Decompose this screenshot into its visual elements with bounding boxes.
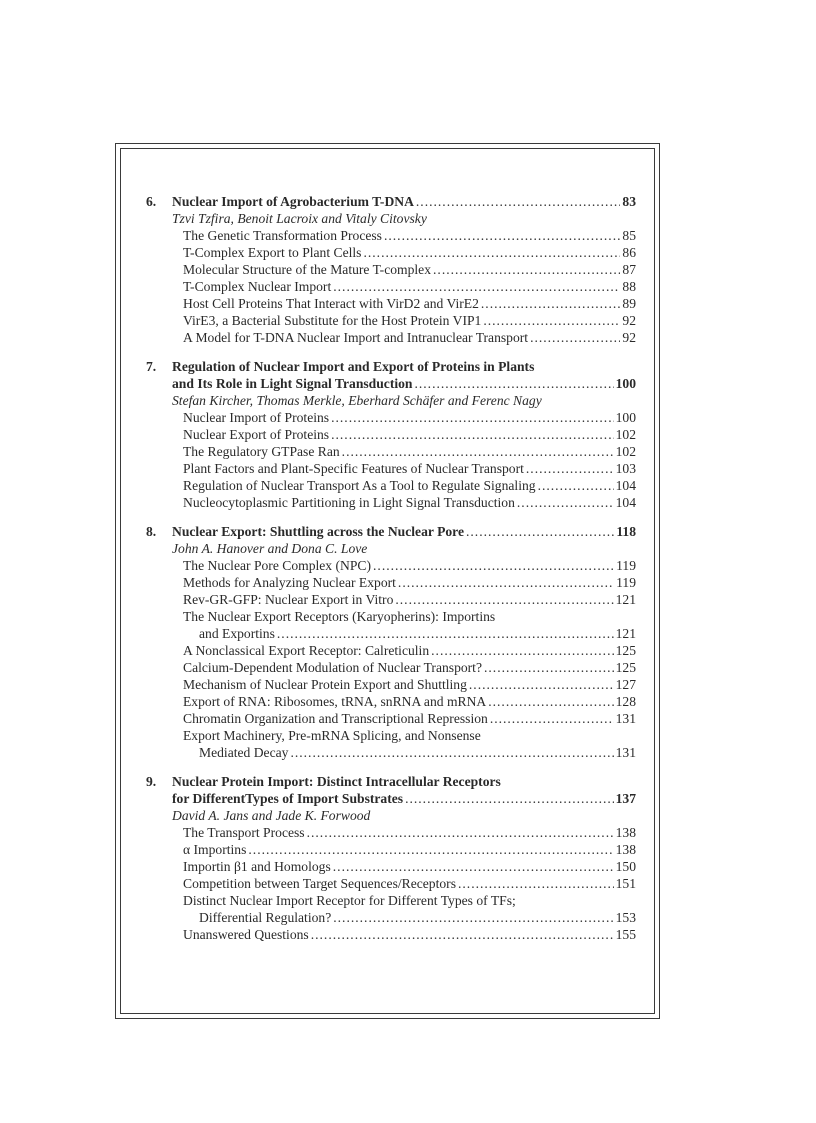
leader-dots	[384, 227, 620, 244]
entry-title: Chromatin Organization and Transcriptional Repression	[183, 711, 488, 726]
chapter-title: Nuclear Protein Import: Distinct Intracellular Receptors	[172, 774, 501, 789]
entry-title-line2: and Exportins	[199, 626, 275, 641]
entry-title: Export of RNA: Ribosomes, tRNA, snRNA and mRNA	[183, 694, 487, 709]
entry-page: 155	[615, 927, 636, 942]
toc-entry[interactable]	[146, 693, 636, 710]
chapter-number: 9.	[146, 774, 157, 789]
toc-entry[interactable]	[146, 261, 636, 278]
entry-title: The Transport Process	[183, 825, 305, 840]
entry-page: 104	[615, 495, 636, 510]
toc-entry[interactable]	[146, 926, 636, 943]
toc-entry-wrapped[interactable]	[146, 892, 636, 909]
entry-page: 128	[615, 694, 636, 709]
leader-dots	[458, 875, 614, 892]
entry-page: 151	[615, 876, 636, 891]
toc-entry[interactable]	[146, 591, 636, 608]
entry-title: Molecular Structure of the Mature T-complex	[183, 262, 432, 277]
entry-page: 88	[622, 279, 636, 294]
leader-dots	[333, 909, 613, 926]
entry-page: 131	[615, 745, 636, 760]
toc-entry-continued[interactable]	[146, 744, 636, 761]
toc-entry[interactable]	[146, 244, 636, 261]
chapter-authors: Tzvi Tzfira, Benoit Lacroix and Vitaly Citovsky	[172, 211, 427, 226]
toc-entry[interactable]	[146, 227, 636, 244]
leader-dots	[333, 858, 614, 875]
entry-page: 87	[622, 262, 636, 277]
leader-dots	[469, 676, 614, 693]
chapter-authors: John A. Hanover and Dona C. Love	[172, 541, 368, 556]
toc-entry[interactable]	[146, 312, 636, 329]
leader-dots	[277, 625, 614, 642]
entry-page: 153	[615, 910, 636, 925]
leader-dots	[517, 494, 614, 511]
chapter-6	[146, 193, 636, 346]
entry-page: 138	[615, 842, 636, 857]
entry-page: 119	[616, 558, 636, 573]
leader-dots	[416, 193, 621, 210]
leader-dots	[481, 295, 621, 312]
entry-page: 127	[615, 677, 636, 692]
leader-dots	[483, 312, 620, 329]
leader-dots	[431, 642, 613, 659]
leader-dots	[290, 744, 613, 761]
chapter-page: 137	[615, 791, 636, 806]
entry-page: 102	[615, 427, 636, 442]
entry-page: 92	[622, 330, 636, 345]
leader-dots	[538, 477, 614, 494]
entry-title: Competition between Target Sequences/Receptors	[183, 876, 456, 891]
entry-page: 86	[622, 245, 636, 260]
entry-page: 119	[616, 575, 636, 590]
chapter-page: 83	[622, 194, 636, 209]
entry-page: 102	[615, 444, 636, 459]
entry-title: Host Cell Proteins That Interact with VirD2 and VirE2	[183, 296, 479, 311]
toc-entry[interactable]	[146, 409, 636, 426]
entry-title: Nuclear Import of Proteins	[183, 410, 330, 425]
chapter-number: 7.	[146, 359, 157, 374]
toc-entry[interactable]	[146, 295, 636, 312]
toc-entry[interactable]	[146, 494, 636, 511]
chapter-title: Nuclear Export: Shuttling across the Nuclear Pore	[172, 524, 464, 539]
leader-dots	[488, 693, 613, 710]
chapter-heading[interactable]	[146, 193, 636, 210]
entry-page: 121	[615, 592, 636, 607]
entry-title: Distinct Nuclear Import Receptor for Different Types of TFs;	[183, 893, 516, 908]
chapter-heading-continued[interactable]	[146, 790, 636, 807]
entry-title: Nuclear Export of Proteins	[183, 427, 330, 442]
leader-dots	[311, 926, 614, 943]
entry-title-line2: Differential Regulation?	[199, 910, 332, 925]
leader-dots	[331, 409, 614, 426]
chapter-authors: David A. Jans and Jade K. Forwood	[172, 808, 371, 823]
entry-title: Mechanism of Nuclear Protein Export and Shuttling	[183, 677, 467, 692]
leader-dots	[398, 574, 614, 591]
leader-dots	[405, 790, 614, 807]
toc-entry[interactable]	[146, 676, 636, 693]
leader-dots	[333, 278, 620, 295]
chapter-title-line2: and Its Role in Light Signal Transduction	[172, 376, 413, 391]
toc-entry[interactable]	[146, 710, 636, 727]
entry-page: 125	[615, 643, 636, 658]
toc-entry-continued[interactable]	[146, 625, 636, 642]
chapter-title: Regulation of Nuclear Import and Export of Proteins in Plants	[172, 359, 535, 374]
toc-entry[interactable]	[146, 642, 636, 659]
leader-dots	[363, 244, 620, 261]
entry-title: Calcium-Dependent Modulation of Nuclear Transport?	[183, 660, 482, 675]
toc-entry[interactable]	[146, 460, 636, 477]
entry-title: The Genetic Transformation Process	[183, 228, 382, 243]
entry-page: 131	[615, 711, 636, 726]
chapter-9	[146, 773, 636, 943]
entry-page: 125	[615, 660, 636, 675]
entry-page: 100	[615, 410, 636, 425]
chapter-number: 6.	[146, 194, 157, 209]
entry-title: Regulation of Nuclear Transport As a Tool to Regulate Signaling	[183, 478, 536, 493]
toc-entry[interactable]	[146, 557, 636, 574]
entry-title: Rev-GR-GFP: Nuclear Export in Vitro	[183, 592, 394, 607]
leader-dots	[490, 710, 614, 727]
entry-title: The Nuclear Pore Complex (NPC)	[183, 558, 372, 573]
table-of-contents	[146, 193, 636, 955]
entry-title: The Nuclear Export Receptors (Karyopherins): Importins	[183, 609, 496, 624]
entry-page: 121	[615, 626, 636, 641]
leader-dots	[331, 426, 614, 443]
chapter-title: Nuclear Import of Agrobacterium T-DNA	[172, 194, 414, 209]
entry-page: 103	[615, 461, 636, 476]
toc-entry[interactable]	[146, 426, 636, 443]
chapter-page: 118	[616, 524, 636, 539]
entry-title: The Regulatory GTPase Ran	[183, 444, 340, 459]
leader-dots	[414, 375, 613, 392]
toc-entry[interactable]	[146, 875, 636, 892]
toc-entry[interactable]	[146, 858, 636, 875]
chapter-authors: Stefan Kircher, Thomas Merkle, Eberhard Schäfer and Ferenc Nagy	[172, 393, 542, 408]
toc-entry-continued[interactable]	[146, 909, 636, 926]
toc-entry-wrapped[interactable]	[146, 727, 636, 744]
toc-entry[interactable]	[146, 477, 636, 494]
chapter-heading[interactable]	[146, 773, 636, 790]
chapter-heading[interactable]	[146, 358, 636, 375]
chapter-8	[146, 523, 636, 761]
leader-dots	[373, 557, 614, 574]
entry-title: Unanswered Questions	[183, 927, 309, 942]
chapter-number: 8.	[146, 524, 157, 539]
entry-title: Importin β1 and Homologs	[183, 859, 331, 874]
leader-dots	[248, 841, 613, 858]
entry-title: A Model for T-DNA Nuclear Import and Intranuclear Transport	[183, 330, 529, 345]
leader-dots	[526, 460, 614, 477]
entry-title: VirE3, a Bacterial Substitute for the Host Protein VIP1	[183, 313, 482, 328]
entry-title: T-Complex Export to Plant Cells	[183, 245, 362, 260]
toc-entry[interactable]	[146, 659, 636, 676]
entry-title: α Importins	[183, 842, 247, 857]
leader-dots	[395, 591, 613, 608]
leader-dots	[433, 261, 620, 278]
leader-dots	[484, 659, 614, 676]
toc-entry[interactable]	[146, 278, 636, 295]
entry-title: Export Machinery, Pre-mRNA Splicing, and Nonsense	[183, 728, 481, 743]
entry-page: 85	[622, 228, 636, 243]
entry-title: Nucleocytoplasmic Partitioning in Light Signal Transduction	[183, 495, 515, 510]
leader-dots	[307, 824, 614, 841]
toc-entry[interactable]	[146, 329, 636, 346]
chapter-heading-continued[interactable]	[146, 375, 636, 392]
entry-title: T-Complex Nuclear Import	[183, 279, 332, 294]
chapter-7	[146, 358, 636, 511]
entry-page: 138	[615, 825, 636, 840]
entry-title: A Nonclassical Export Receptor: Calreticulin	[183, 643, 430, 658]
entry-title: Plant Factors and Plant-Specific Features of Nuclear Transport	[183, 461, 524, 476]
toc-entry[interactable]	[146, 824, 636, 841]
toc-entry[interactable]	[146, 574, 636, 591]
chapter-title-line2: for DifferentTypes of Import Substrates	[172, 791, 404, 806]
entry-page: 92	[622, 313, 636, 328]
entry-page: 89	[622, 296, 636, 311]
toc-entry[interactable]	[146, 841, 636, 858]
entry-title: Methods for Analyzing Nuclear Export	[183, 575, 396, 590]
leader-dots	[466, 523, 614, 540]
toc-entry[interactable]	[146, 443, 636, 460]
entry-page: 104	[615, 478, 636, 493]
chapter-page: 100	[615, 376, 636, 391]
leader-dots	[342, 443, 614, 460]
entry-page: 150	[615, 859, 636, 874]
entry-title-line2: Mediated Decay	[199, 745, 289, 760]
leader-dots	[530, 329, 620, 346]
toc-entry-wrapped[interactable]	[146, 608, 636, 625]
chapter-heading[interactable]	[146, 523, 636, 540]
